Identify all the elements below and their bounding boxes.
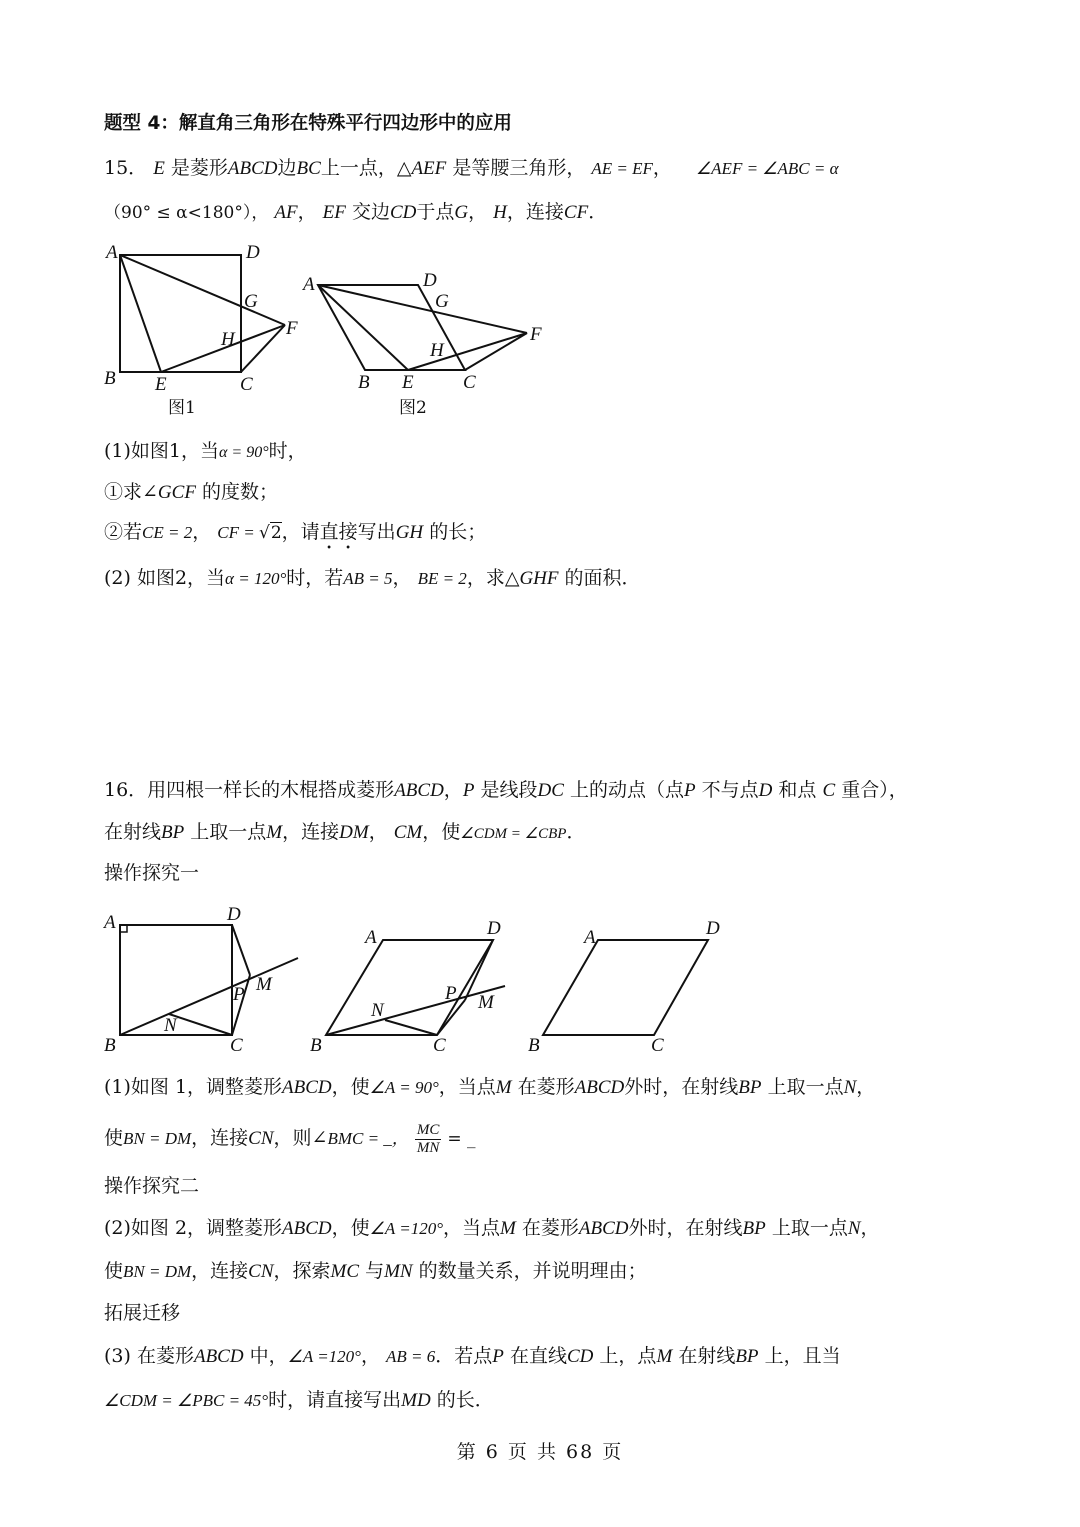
q15-text-d: 是等腰三角形， xyxy=(452,157,586,179)
q15-figures xyxy=(95,235,565,425)
q16-p1-eq: BN = DM xyxy=(123,1129,192,1148)
q15-text-a: 是菱形 xyxy=(170,157,228,179)
q16-p1-bmc: BMC = _， xyxy=(327,1129,409,1148)
q16-p1-text-b: ，使 xyxy=(331,1076,370,1098)
q16-p1-frac-tail: = _ xyxy=(447,1129,476,1149)
q16-p3-text-i: 的长． xyxy=(436,1389,494,1411)
q16-p2-text-f: 上取一点 xyxy=(771,1217,848,1239)
fig1-label-b: B xyxy=(104,368,116,389)
fig1-label-d: D xyxy=(246,242,260,263)
q16-p2-eq: BN = DM xyxy=(123,1262,192,1281)
fig2-label-a: A xyxy=(303,274,315,295)
q16-p1-line2: 使BN = DM，连接CN，则∠BMC = _， $\frac{MC}{MN}$ = _ xyxy=(104,1121,476,1156)
q16-p1-text-c: ，当点 xyxy=(438,1076,496,1098)
q16-p3-text-g: 上，且当 xyxy=(764,1345,841,1367)
q15-text-1: 交边 xyxy=(351,201,390,223)
q15-part2-ghf: GHF xyxy=(519,568,559,589)
q16-p3-md: MD xyxy=(401,1390,431,1411)
fig1-label-a: A xyxy=(106,242,118,263)
q15-part2-end: 的面积． xyxy=(564,567,641,589)
q15-sub2-ce: CE = 2 xyxy=(142,523,193,542)
q15-sub2-sqrt: 2 xyxy=(270,523,282,543)
q15-sub2-gh: GH xyxy=(395,522,424,543)
q16-text-c: 上的动点（点 xyxy=(569,779,684,801)
q16-p2-text-h: ，连接 xyxy=(191,1260,249,1282)
q15-part1 xyxy=(104,438,307,466)
q16-p2-line2: 使BN = DM，连接CN，探索MC 与MN 的数量关系，并说明理由； xyxy=(104,1260,647,1282)
q16-fig1-label-n: N xyxy=(164,1015,177,1036)
q15-part2-cond: α = 120° xyxy=(225,569,287,588)
q16-p1-text-a: (1)如图 1，调整菱形 xyxy=(104,1076,283,1098)
q16-p3-text-d: 在直线 xyxy=(509,1345,567,1367)
q16-p2-text-k: 的数量关系，并说明理由； xyxy=(418,1260,647,1282)
q16-fig1-label-b: B xyxy=(104,1035,116,1056)
section-title: 题型 4：解直角三角形在特殊平行四边形中的应用 xyxy=(104,113,512,134)
q16-explore1: 操作探究一 xyxy=(104,862,200,884)
q16-p3-text-h: 时，请直接写出 xyxy=(268,1389,402,1411)
q15-sub2-text3: 写出 xyxy=(357,521,396,543)
q15-sub2-end: 的长； xyxy=(429,521,487,543)
q16-fig3-lines xyxy=(543,940,708,1035)
q15-sub2-emph: 直接 xyxy=(319,521,358,543)
q16-p1-frac-den: MN xyxy=(416,1139,440,1156)
q16-text-a: 16．用四根一样长的木棍搭成菱形 xyxy=(104,779,395,801)
q15-end: ． xyxy=(588,201,608,223)
q16-p2-text-e: 外时，在射线 xyxy=(628,1217,743,1239)
q16-p1-text-e: 外时，在射线 xyxy=(624,1076,739,1098)
q16-p3-text-c: ．若点 xyxy=(435,1345,493,1367)
q16-text-h: 上取一点 xyxy=(190,821,267,843)
q16-fig3-label-a: A xyxy=(584,927,596,948)
fig1-label-c: C xyxy=(240,374,253,395)
q16-text-f: 重合）， xyxy=(841,779,908,801)
q16-fig1-label-a: A xyxy=(104,912,116,933)
q15-sub2-cf: CF = xyxy=(217,523,259,542)
q16-fig2-label-n: N xyxy=(371,1000,384,1021)
fig2-label-b: B xyxy=(358,372,370,393)
q16-text-i: ，连接 xyxy=(282,821,340,843)
q15-g: G xyxy=(454,202,469,223)
q16-fig3-label-c: C xyxy=(651,1035,664,1056)
fig1-caption: 图1 xyxy=(168,398,196,418)
q16-text-d: 不与点 xyxy=(701,779,759,801)
q15-sub2: ②若CE = 2， CF = √2，请直接写出GH 的长； xyxy=(104,521,487,543)
q16-fig1-label-d: D xyxy=(227,904,241,925)
q15-sub2-text: ②若 xyxy=(104,521,143,543)
q15-part2-be: BE = 2 xyxy=(417,569,467,588)
q16-p1-frac-num: MC xyxy=(416,1121,440,1138)
q15-h: H xyxy=(493,202,507,223)
page-footer: 第 6 页 共 68 页 xyxy=(456,1441,624,1463)
q16-text-e: 和点 xyxy=(778,779,817,801)
q15-line2: （90° ≤ α<180°）， AF， EF 交边CD于点G， H，连接CF． xyxy=(104,201,608,223)
q16-p1-text-d: 在菱形 xyxy=(517,1076,575,1098)
q16-line2: 在射线BP 上取一点M，连接DM， CM，使∠CDM = ∠CBP． xyxy=(104,821,586,843)
q16-p1-fraction xyxy=(415,1122,442,1157)
q16-fig3-label-b: B xyxy=(528,1035,540,1056)
fig1-label-f: F xyxy=(286,318,298,339)
q16-p2-text-b: ，使 xyxy=(331,1217,370,1239)
q16-p3-text-f: 在射线 xyxy=(678,1345,736,1367)
q16-p1-text-i: ，则∠ xyxy=(273,1127,328,1149)
q16-p3-text-b: 中， xyxy=(249,1345,288,1367)
fig2-caption: 图2 xyxy=(399,398,427,418)
q16-fig1-label-c: C xyxy=(230,1035,243,1056)
q16-fig2-label-d: D xyxy=(487,918,501,939)
q15-line1: 15． E 是菱形ABCD边BC上一点，△AEF 是等腰三角形， AE = EF， ∠AEF = ∠ABC = α xyxy=(104,157,839,179)
fig1-label-h: H xyxy=(221,329,235,350)
fig1-label-e: E xyxy=(155,374,167,395)
q15-fig2-lines xyxy=(318,285,527,370)
q16-explore2: 操作探究二 xyxy=(104,1175,200,1197)
q15-range: （90° ≤ α<180°）， xyxy=(104,203,269,223)
q15-sub1 xyxy=(104,479,278,506)
q16-fig2-label-c: C xyxy=(433,1035,446,1056)
q16-p3-angles: ∠CDM = ∠PBC = 45° xyxy=(104,1391,269,1410)
fig2-label-h: H xyxy=(430,340,444,361)
q15-text-c: 上一点，△ xyxy=(320,157,412,179)
q16-angle: ∠CDM = ∠CBP xyxy=(460,826,567,842)
q16-fig3-label-d: D xyxy=(706,918,720,939)
q16-fig2-label-a: A xyxy=(365,927,377,948)
q16-fig2-lines xyxy=(326,940,505,1035)
q16-p2-text-i: ，探索 xyxy=(273,1260,331,1282)
q16-p3-angle: ∠A =120° xyxy=(287,1347,361,1366)
q16-p2-text-a: (2)如图 2，调整菱形 xyxy=(104,1217,283,1239)
q16-p1-text-g: 使 xyxy=(104,1127,124,1149)
q16-text-b: 是线段 xyxy=(480,779,538,801)
q16-text-j: ，使 xyxy=(422,821,461,843)
fig2-label-g: G xyxy=(435,291,449,312)
q16-p3-line2 xyxy=(104,1387,494,1414)
fig2-label-c: C xyxy=(463,372,476,393)
q15-cf: CF xyxy=(563,202,589,223)
q16-p1-text-h: ，连接 xyxy=(191,1127,249,1149)
q15-sub1-text: ①求∠ xyxy=(104,481,158,503)
q15-ae-ef: AE = EF xyxy=(591,159,653,178)
fig2-label-f: F xyxy=(530,324,542,345)
q15-part2: (2) 如图2，当α = 120°时，若AB = 5， BE = 2，求△GHF 的面积． xyxy=(104,567,641,589)
q16-figures xyxy=(95,900,735,1060)
q15-part1-end: 时， xyxy=(268,440,307,462)
q15-part2-text2: ，求△ xyxy=(466,567,520,589)
fig1-label-g: G xyxy=(244,291,258,312)
q15-angle: ∠AEF = ∠ABC = α xyxy=(695,159,839,178)
q15-cd: CD xyxy=(389,202,417,223)
q16-p3-text-e: 上，点 xyxy=(599,1345,657,1367)
q15-af: AF xyxy=(274,202,298,223)
q16-extend: 拓展迁移 xyxy=(104,1302,181,1324)
q16-p3-text-a: (3) 在菱形 xyxy=(104,1345,194,1367)
q16-line1: 16．用四根一样长的木棍搭成菱形ABCD，P 是线段DC 上的动点（点P 不与点D 和点 C 重合）， xyxy=(104,779,908,801)
q15-ef: EF xyxy=(322,202,346,223)
q15-text-2: 于点 xyxy=(416,201,455,223)
fig2-label-e: E xyxy=(402,372,414,393)
q15-text-3: ，连接 xyxy=(506,201,564,223)
q15-sub1-end: 的度数； xyxy=(201,481,278,503)
q16-p2-text-j: 与 xyxy=(365,1260,385,1282)
q15-fig1-lines xyxy=(120,255,285,372)
q16-p3-ab: AB = 6 xyxy=(386,1347,436,1366)
q16-fig2-label-p: P xyxy=(445,983,457,1004)
q16-fig1-label-m: M xyxy=(256,974,272,995)
fig2-label-d: D xyxy=(423,270,437,291)
q16-p2-text-c: ，当点 xyxy=(443,1217,501,1239)
q15-part1-cond: α = 90° xyxy=(219,444,269,461)
q16-p2-line1: (2)如图 2，调整菱形ABCD，使∠A =120°，当点M 在菱形ABCD外时，在射线BP 上取一点N， xyxy=(104,1217,880,1239)
q15-part2-mid: 时，若 xyxy=(286,567,344,589)
q16-p2-text-d: 在菱形 xyxy=(521,1217,579,1239)
q16-fig1-label-p: P xyxy=(233,984,245,1005)
q16-p2-text-g: 使 xyxy=(104,1260,124,1282)
q16-p3-line1: (3) 在菱形ABCD 中，∠A =120°， AB = 6．若点P 在直线CD 上，点M 在射线BP 上，且当 xyxy=(104,1345,841,1367)
q16-fig2-label-m: M xyxy=(478,992,494,1013)
q15-part2-text: (2) 如图2，当 xyxy=(104,567,226,589)
q15-part1-text: (1)如图1，当 xyxy=(104,440,220,462)
q15-part2-ab: AB = 5 xyxy=(343,569,393,588)
q16-fig2-label-b: B xyxy=(310,1035,322,1056)
q16-p1-angle: ∠A = 90° xyxy=(369,1078,439,1097)
q16-p1-text-f: 上取一点 xyxy=(767,1076,844,1098)
q15-text-b: 边 xyxy=(277,157,297,179)
q15-sub2-text2: ，请 xyxy=(281,521,320,543)
q15-sub1-gcf: GCF xyxy=(157,482,196,503)
q16-p1-line1: (1)如图 1，调整菱形ABCD，使∠A = 90°，当点M 在菱形ABCD外时，在射线BP 上取一点N， xyxy=(104,1076,876,1098)
q16-text-g: 在射线 xyxy=(104,821,162,843)
q15-number: 15． xyxy=(104,157,148,179)
q16-p2-angle: ∠A =120° xyxy=(369,1219,444,1238)
